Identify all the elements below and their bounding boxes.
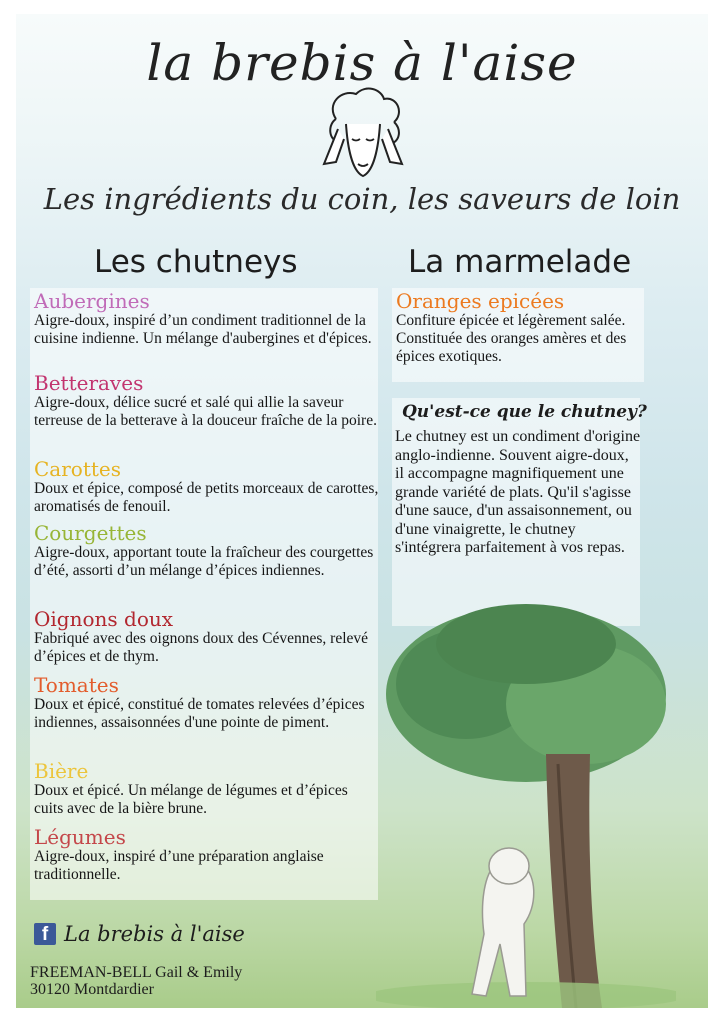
item-description: Aigre-doux, inspiré d’une préparation anglaise traditionnelle.: [34, 848, 324, 883]
item-description: Doux et épicé, constitué de tomates relevées d’épices indiennes, assaisonnées d'une pointe de piment.: [34, 696, 365, 731]
chutneys-heading: Les chutneys: [94, 244, 298, 280]
facebook-page-name: La brebis à l'aise: [64, 922, 245, 946]
chutney-item-oignons-doux: [34, 608, 380, 666]
menu-card: [16, 14, 708, 1008]
chutney-item-betteraves: [34, 372, 380, 430]
item-description: Doux et épicé. Un mélange de légumes et d’épices cuits avec de la bière brune.: [34, 782, 348, 817]
marmelade-item-oranges: [396, 290, 646, 366]
tagline: Les ingrédients du coin, les saveurs de loin: [43, 182, 681, 216]
facebook-icon: f: [34, 923, 56, 945]
chutney-question: Qu'est-ce que le chutney?: [402, 402, 647, 422]
item-description: Aigre-doux, apportant toute la fraîcheur des courgettes d’été, assorti d’un mélange d’épices indiennes.: [34, 544, 374, 579]
item-name: Légumes: [34, 825, 126, 849]
brand-title: la brebis à l'aise: [146, 34, 578, 92]
item-name: Tomates: [34, 673, 119, 697]
address: [30, 964, 242, 998]
address-names: FREEMAN-BELL Gail & Emily: [30, 964, 243, 981]
item-name: Bière: [34, 759, 89, 783]
chutney-item-carottes: [34, 458, 380, 516]
item-description: Confiture épicée et légèrement salée. Constituée des oranges amères et des épices exotiques.: [396, 312, 627, 365]
address-town: 30120 Montdardier: [30, 981, 154, 998]
item-description: Fabriqué avec des oignons doux des Cévennes, relevé d’épices et de thym.: [34, 630, 369, 665]
chutney-item-aubergines: [34, 290, 380, 348]
item-name: Carottes: [34, 457, 122, 481]
marmelade-heading: La marmelade: [408, 244, 632, 280]
chutney-item-legumes: [34, 826, 380, 884]
sheep-head-icon: [306, 84, 416, 184]
item-name: Courgettes: [34, 521, 147, 545]
chutney-item-biere: [34, 760, 380, 818]
item-name: Oranges epicées: [396, 289, 565, 313]
item-description: Doux et épice, composé de petits morceaux de carottes, aromatisés de fenouil.: [34, 480, 379, 515]
item-description: Aigre-doux, inspiré d’un condiment traditionnel de la cuisine indienne. Un mélange d'aubergines et d'épices.: [34, 312, 372, 347]
item-name: Oignons doux: [34, 607, 174, 631]
facebook-link[interactable]: [34, 922, 245, 946]
chutney-item-courgettes: [34, 522, 380, 580]
item-name: Betteraves: [34, 371, 144, 395]
item-description: Aigre-doux, délice sucré et salé qui allie la saveur terreuse de la betterave à la douceur fraîche de la poire.: [34, 394, 377, 429]
item-name: Aubergines: [34, 289, 150, 313]
chutney-explanation: Le chutney est un condiment d'origine anglo-indienne. Souvent aigre-doux, il accompagne magnifiquement une grande variété de plats. Qu'il s'agisse d'une sauce, d'un assaisonnement, ou d'une vinaigrette, le chutney s'intégrera parfaitement à vos repas.: [395, 428, 641, 556]
chutney-item-tomates: [34, 674, 380, 732]
tree-illustration: [376, 604, 676, 1008]
